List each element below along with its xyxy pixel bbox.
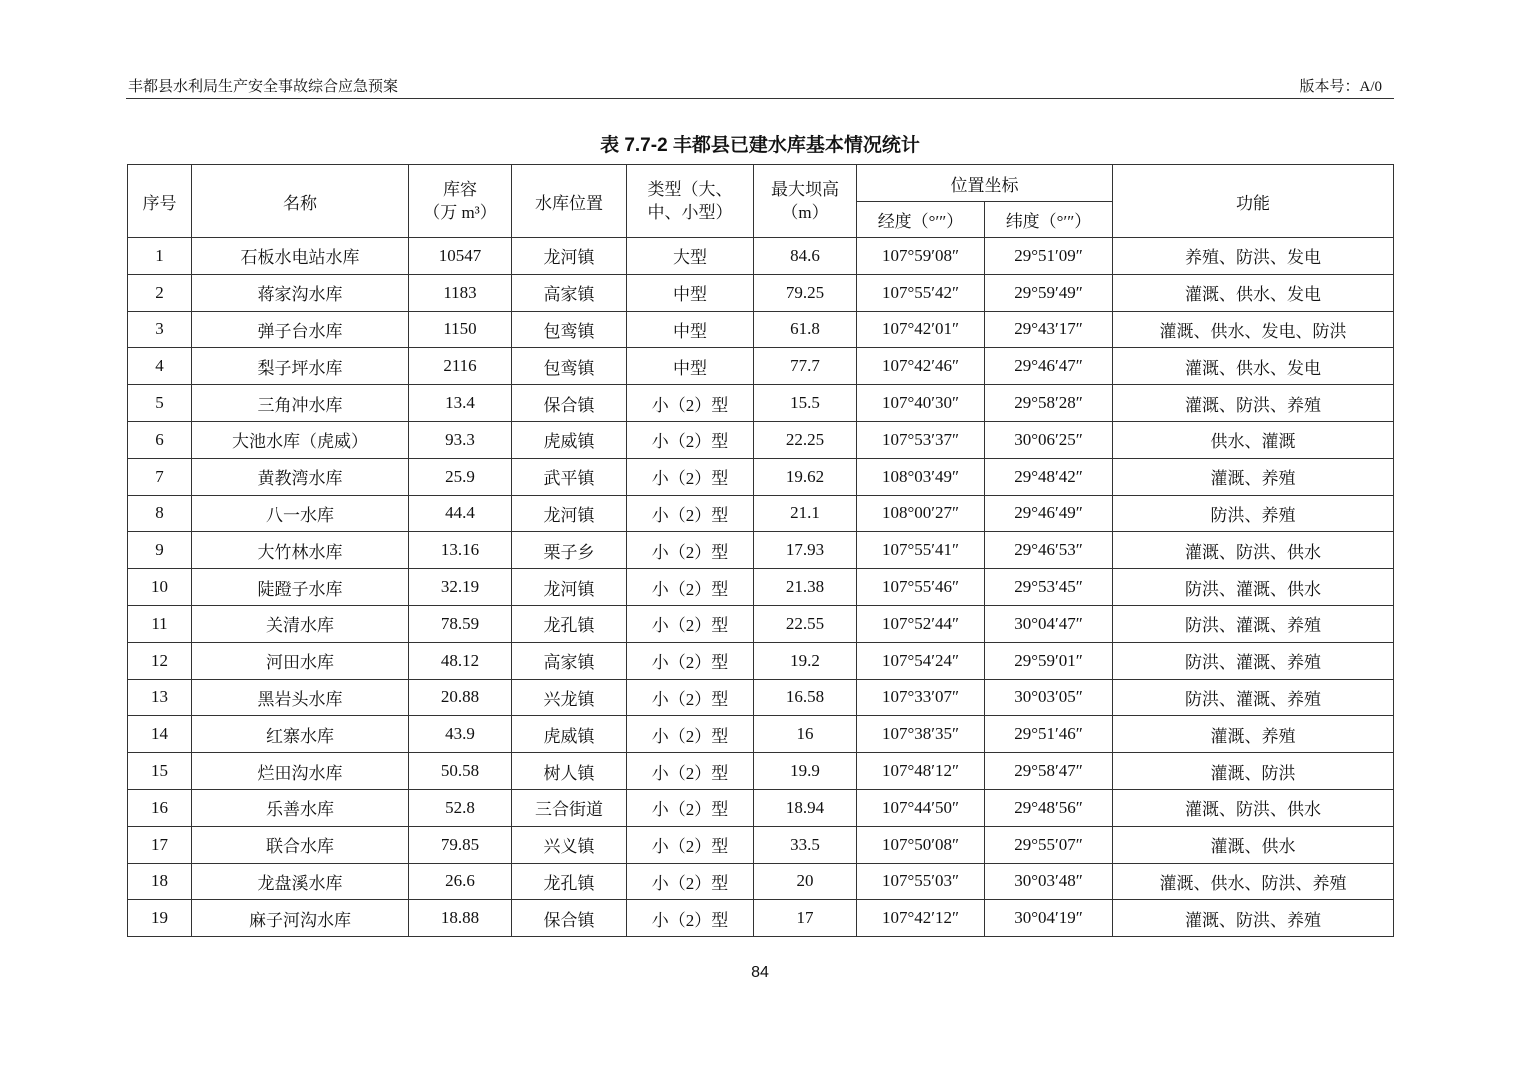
cell-type: 小（2）型 — [627, 532, 754, 569]
cell-dam-height: 19.62 — [754, 458, 857, 495]
cell-dam-height: 19.2 — [754, 642, 857, 679]
cell-type: 小（2）型 — [627, 753, 754, 790]
cell-function: 灌溉、防洪、供水 — [1113, 532, 1394, 569]
table-row — [128, 716, 1394, 753]
cell-function: 灌溉、防洪 — [1113, 753, 1394, 790]
cell-name: 黑岩头水库 — [192, 679, 409, 716]
cell-index: 6 — [128, 421, 192, 458]
cell-function: 防洪、养殖 — [1113, 495, 1394, 532]
cell-longitude: 107°55′42″ — [857, 274, 985, 311]
page-header — [126, 76, 1394, 99]
reservoir-table — [127, 164, 1394, 937]
cell-latitude: 29°43′17″ — [985, 311, 1113, 348]
cell-latitude: 29°46′47″ — [985, 348, 1113, 385]
cell-type: 小（2）型 — [627, 642, 754, 679]
table-row — [128, 753, 1394, 790]
cell-dam-height: 21.38 — [754, 569, 857, 606]
cell-longitude: 107°42′12″ — [857, 900, 985, 937]
cell-type: 小（2）型 — [627, 900, 754, 937]
table-row — [128, 238, 1394, 275]
cell-location: 栗子乡 — [512, 532, 627, 569]
cell-name: 大竹林水库 — [192, 532, 409, 569]
cell-longitude: 107°48′12″ — [857, 753, 985, 790]
cell-location: 高家镇 — [512, 642, 627, 679]
cell-location: 三合街道 — [512, 789, 627, 826]
cell-capacity: 13.4 — [409, 385, 512, 422]
cell-latitude: 30°04′47″ — [985, 605, 1113, 642]
header-type — [627, 165, 754, 238]
cell-location: 龙河镇 — [512, 569, 627, 606]
cell-location: 兴龙镇 — [512, 679, 627, 716]
cell-type: 小（2）型 — [627, 826, 754, 863]
cell-function: 灌溉、供水、发电、防洪 — [1113, 311, 1394, 348]
cell-function: 灌溉、防洪、养殖 — [1113, 900, 1394, 937]
cell-location: 保合镇 — [512, 385, 627, 422]
cell-capacity: 18.88 — [409, 900, 512, 937]
cell-longitude: 107°53′37″ — [857, 421, 985, 458]
cell-dam-height: 22.25 — [754, 421, 857, 458]
cell-function: 灌溉、养殖 — [1113, 716, 1394, 753]
cell-capacity: 25.9 — [409, 458, 512, 495]
cell-type: 小（2）型 — [627, 605, 754, 642]
cell-capacity: 79.85 — [409, 826, 512, 863]
cell-longitude: 108°03′49″ — [857, 458, 985, 495]
cell-longitude: 107°50′08″ — [857, 826, 985, 863]
cell-capacity: 32.19 — [409, 569, 512, 606]
cell-index: 5 — [128, 385, 192, 422]
cell-index: 9 — [128, 532, 192, 569]
cell-longitude: 107°55′41″ — [857, 532, 985, 569]
cell-latitude: 29°46′49″ — [985, 495, 1113, 532]
header-capacity — [409, 165, 512, 238]
cell-longitude: 107°44′50″ — [857, 789, 985, 826]
cell-longitude: 108°00′27″ — [857, 495, 985, 532]
table-row — [128, 900, 1394, 937]
cell-name: 河田水库 — [192, 642, 409, 679]
cell-index: 14 — [128, 716, 192, 753]
cell-latitude: 29°48′56″ — [985, 789, 1113, 826]
cell-longitude: 107°59′08″ — [857, 238, 985, 275]
header-longitude: 经度（°′″） — [857, 202, 985, 238]
cell-capacity: 43.9 — [409, 716, 512, 753]
cell-location: 虎威镇 — [512, 421, 627, 458]
cell-dam-height: 61.8 — [754, 311, 857, 348]
cell-function: 灌溉、养殖 — [1113, 458, 1394, 495]
cell-location: 龙河镇 — [512, 238, 627, 275]
header-location: 水库位置 — [512, 165, 627, 238]
cell-dam-height: 15.5 — [754, 385, 857, 422]
cell-dam-height: 20 — [754, 863, 857, 900]
cell-function: 防洪、灌溉、养殖 — [1113, 642, 1394, 679]
table-row — [128, 458, 1394, 495]
cell-function: 防洪、灌溉、供水 — [1113, 569, 1394, 606]
table-title: 表 7.7-2 丰都县已建水库基本情况统计 — [600, 135, 920, 156]
cell-latitude: 29°58′28″ — [985, 385, 1113, 422]
cell-name: 八一水库 — [192, 495, 409, 532]
cell-dam-height: 18.94 — [754, 789, 857, 826]
cell-function: 灌溉、防洪、养殖 — [1113, 385, 1394, 422]
cell-index: 7 — [128, 458, 192, 495]
cell-dam-height: 84.6 — [754, 238, 857, 275]
header-dam-line1: 最大坝高 — [771, 180, 839, 199]
header-dam-line2: （m） — [781, 203, 829, 222]
cell-location: 龙孔镇 — [512, 605, 627, 642]
cell-latitude: 30°03′48″ — [985, 863, 1113, 900]
cell-latitude: 29°59′01″ — [985, 642, 1113, 679]
cell-location: 保合镇 — [512, 900, 627, 937]
cell-index: 17 — [128, 826, 192, 863]
cell-longitude: 107°42′01″ — [857, 311, 985, 348]
header-type-line1: 类型（大、 — [647, 180, 733, 199]
cell-capacity: 20.88 — [409, 679, 512, 716]
table-row — [128, 274, 1394, 311]
cell-dam-height: 21.1 — [754, 495, 857, 532]
cell-index: 16 — [128, 789, 192, 826]
cell-capacity: 13.16 — [409, 532, 512, 569]
header-latitude: 纬度（°′″） — [985, 202, 1113, 238]
cell-capacity: 48.12 — [409, 642, 512, 679]
cell-capacity: 44.4 — [409, 495, 512, 532]
cell-capacity: 2116 — [409, 348, 512, 385]
header-index: 序号 — [128, 165, 192, 238]
cell-function: 防洪、灌溉、养殖 — [1113, 605, 1394, 642]
cell-type: 小（2）型 — [627, 421, 754, 458]
cell-longitude: 107°40′30″ — [857, 385, 985, 422]
cell-latitude: 29°59′49″ — [985, 274, 1113, 311]
table-row — [128, 863, 1394, 900]
cell-index: 4 — [128, 348, 192, 385]
cell-dam-height: 17 — [754, 900, 857, 937]
cell-type: 中型 — [627, 274, 754, 311]
cell-index: 11 — [128, 605, 192, 642]
cell-longitude: 107°55′46″ — [857, 569, 985, 606]
cell-function: 灌溉、供水、发电 — [1113, 274, 1394, 311]
cell-latitude: 29°46′53″ — [985, 532, 1113, 569]
cell-type: 中型 — [627, 348, 754, 385]
cell-capacity: 50.58 — [409, 753, 512, 790]
cell-location: 虎威镇 — [512, 716, 627, 753]
cell-name: 大池水库（虎威） — [192, 421, 409, 458]
cell-type: 小（2）型 — [627, 716, 754, 753]
cell-name: 弹子台水库 — [192, 311, 409, 348]
cell-type: 小（2）型 — [627, 863, 754, 900]
table-row — [128, 348, 1394, 385]
header-dam-height — [754, 165, 857, 238]
header-type-line2: 中、小型） — [647, 203, 733, 222]
cell-location: 高家镇 — [512, 274, 627, 311]
cell-location: 龙孔镇 — [512, 863, 627, 900]
document-title: 丰都县水利局生产安全事故综合应急预案 — [128, 79, 399, 95]
cell-name: 红寨水库 — [192, 716, 409, 753]
cell-function: 防洪、灌溉、养殖 — [1113, 679, 1394, 716]
cell-name: 乐善水库 — [192, 789, 409, 826]
cell-location: 兴义镇 — [512, 826, 627, 863]
cell-capacity: 1150 — [409, 311, 512, 348]
cell-function: 灌溉、供水、防洪、养殖 — [1113, 863, 1394, 900]
cell-name: 麻子河沟水库 — [192, 900, 409, 937]
cell-function: 养殖、防洪、发电 — [1113, 238, 1394, 275]
cell-capacity: 93.3 — [409, 421, 512, 458]
cell-name: 黄教湾水库 — [192, 458, 409, 495]
cell-dam-height: 17.93 — [754, 532, 857, 569]
table-row — [128, 421, 1394, 458]
cell-function: 灌溉、供水、发电 — [1113, 348, 1394, 385]
cell-index: 8 — [128, 495, 192, 532]
header-capacity-line1: 库容 — [443, 180, 477, 199]
table-row — [128, 679, 1394, 716]
cell-index: 19 — [128, 900, 192, 937]
cell-index: 13 — [128, 679, 192, 716]
cell-type: 大型 — [627, 238, 754, 275]
table-body — [128, 238, 1394, 937]
table-row — [128, 311, 1394, 348]
table-row — [128, 605, 1394, 642]
cell-type: 中型 — [627, 311, 754, 348]
cell-longitude: 107°52′44″ — [857, 605, 985, 642]
cell-longitude: 107°42′46″ — [857, 348, 985, 385]
cell-longitude: 107°55′03″ — [857, 863, 985, 900]
cell-capacity: 52.8 — [409, 789, 512, 826]
cell-capacity: 1183 — [409, 274, 512, 311]
cell-dam-height: 19.9 — [754, 753, 857, 790]
cell-longitude: 107°38′35″ — [857, 716, 985, 753]
page-number: 84 — [751, 964, 769, 981]
cell-index: 10 — [128, 569, 192, 606]
cell-index: 1 — [128, 238, 192, 275]
cell-location: 包鸾镇 — [512, 311, 627, 348]
cell-latitude: 29°53′45″ — [985, 569, 1113, 606]
cell-location: 龙河镇 — [512, 495, 627, 532]
cell-name: 蒋家沟水库 — [192, 274, 409, 311]
cell-function: 灌溉、防洪、供水 — [1113, 789, 1394, 826]
cell-location: 包鸾镇 — [512, 348, 627, 385]
cell-longitude: 107°54′24″ — [857, 642, 985, 679]
table-row — [128, 532, 1394, 569]
cell-capacity: 78.59 — [409, 605, 512, 642]
cell-function: 灌溉、供水 — [1113, 826, 1394, 863]
cell-name: 三角冲水库 — [192, 385, 409, 422]
cell-name: 龙盘溪水库 — [192, 863, 409, 900]
cell-type: 小（2）型 — [627, 679, 754, 716]
table-row — [128, 569, 1394, 606]
cell-latitude: 30°06′25″ — [985, 421, 1113, 458]
cell-type: 小（2）型 — [627, 789, 754, 826]
cell-index: 3 — [128, 311, 192, 348]
cell-latitude: 29°58′47″ — [985, 753, 1113, 790]
cell-latitude: 29°51′46″ — [985, 716, 1113, 753]
cell-index: 12 — [128, 642, 192, 679]
header-name: 名称 — [192, 165, 409, 238]
cell-index: 18 — [128, 863, 192, 900]
table-row — [128, 642, 1394, 679]
table-row — [128, 826, 1394, 863]
cell-capacity: 26.6 — [409, 863, 512, 900]
header-capacity-line2: （万 m³） — [423, 203, 497, 222]
cell-dam-height: 33.5 — [754, 826, 857, 863]
cell-name: 烂田沟水库 — [192, 753, 409, 790]
table-row — [128, 385, 1394, 422]
cell-capacity: 10547 — [409, 238, 512, 275]
cell-name: 联合水库 — [192, 826, 409, 863]
cell-dam-height: 22.55 — [754, 605, 857, 642]
cell-type: 小（2）型 — [627, 495, 754, 532]
cell-latitude: 29°51′09″ — [985, 238, 1113, 275]
cell-name: 陡蹬子水库 — [192, 569, 409, 606]
cell-index: 15 — [128, 753, 192, 790]
cell-name: 关清水库 — [192, 605, 409, 642]
cell-location: 树人镇 — [512, 753, 627, 790]
cell-latitude: 30°04′19″ — [985, 900, 1113, 937]
cell-type: 小（2）型 — [627, 569, 754, 606]
cell-latitude: 29°48′42″ — [985, 458, 1113, 495]
cell-location: 武平镇 — [512, 458, 627, 495]
cell-function: 供水、灌溉 — [1113, 421, 1394, 458]
table-row — [128, 495, 1394, 532]
cell-dam-height: 79.25 — [754, 274, 857, 311]
cell-latitude: 29°55′07″ — [985, 826, 1113, 863]
cell-name: 梨子坪水库 — [192, 348, 409, 385]
cell-index: 2 — [128, 274, 192, 311]
cell-dam-height: 16 — [754, 716, 857, 753]
header-coordinates: 位置坐标 — [857, 165, 1113, 202]
version-label: 版本号：A/0 — [1299, 79, 1382, 95]
header-function: 功能 — [1113, 165, 1394, 238]
cell-name: 石板水电站水库 — [192, 238, 409, 275]
cell-type: 小（2）型 — [627, 385, 754, 422]
cell-dam-height: 16.58 — [754, 679, 857, 716]
cell-dam-height: 77.7 — [754, 348, 857, 385]
table-row — [128, 789, 1394, 826]
cell-longitude: 107°33′07″ — [857, 679, 985, 716]
cell-type: 小（2）型 — [627, 458, 754, 495]
cell-latitude: 30°03′05″ — [985, 679, 1113, 716]
